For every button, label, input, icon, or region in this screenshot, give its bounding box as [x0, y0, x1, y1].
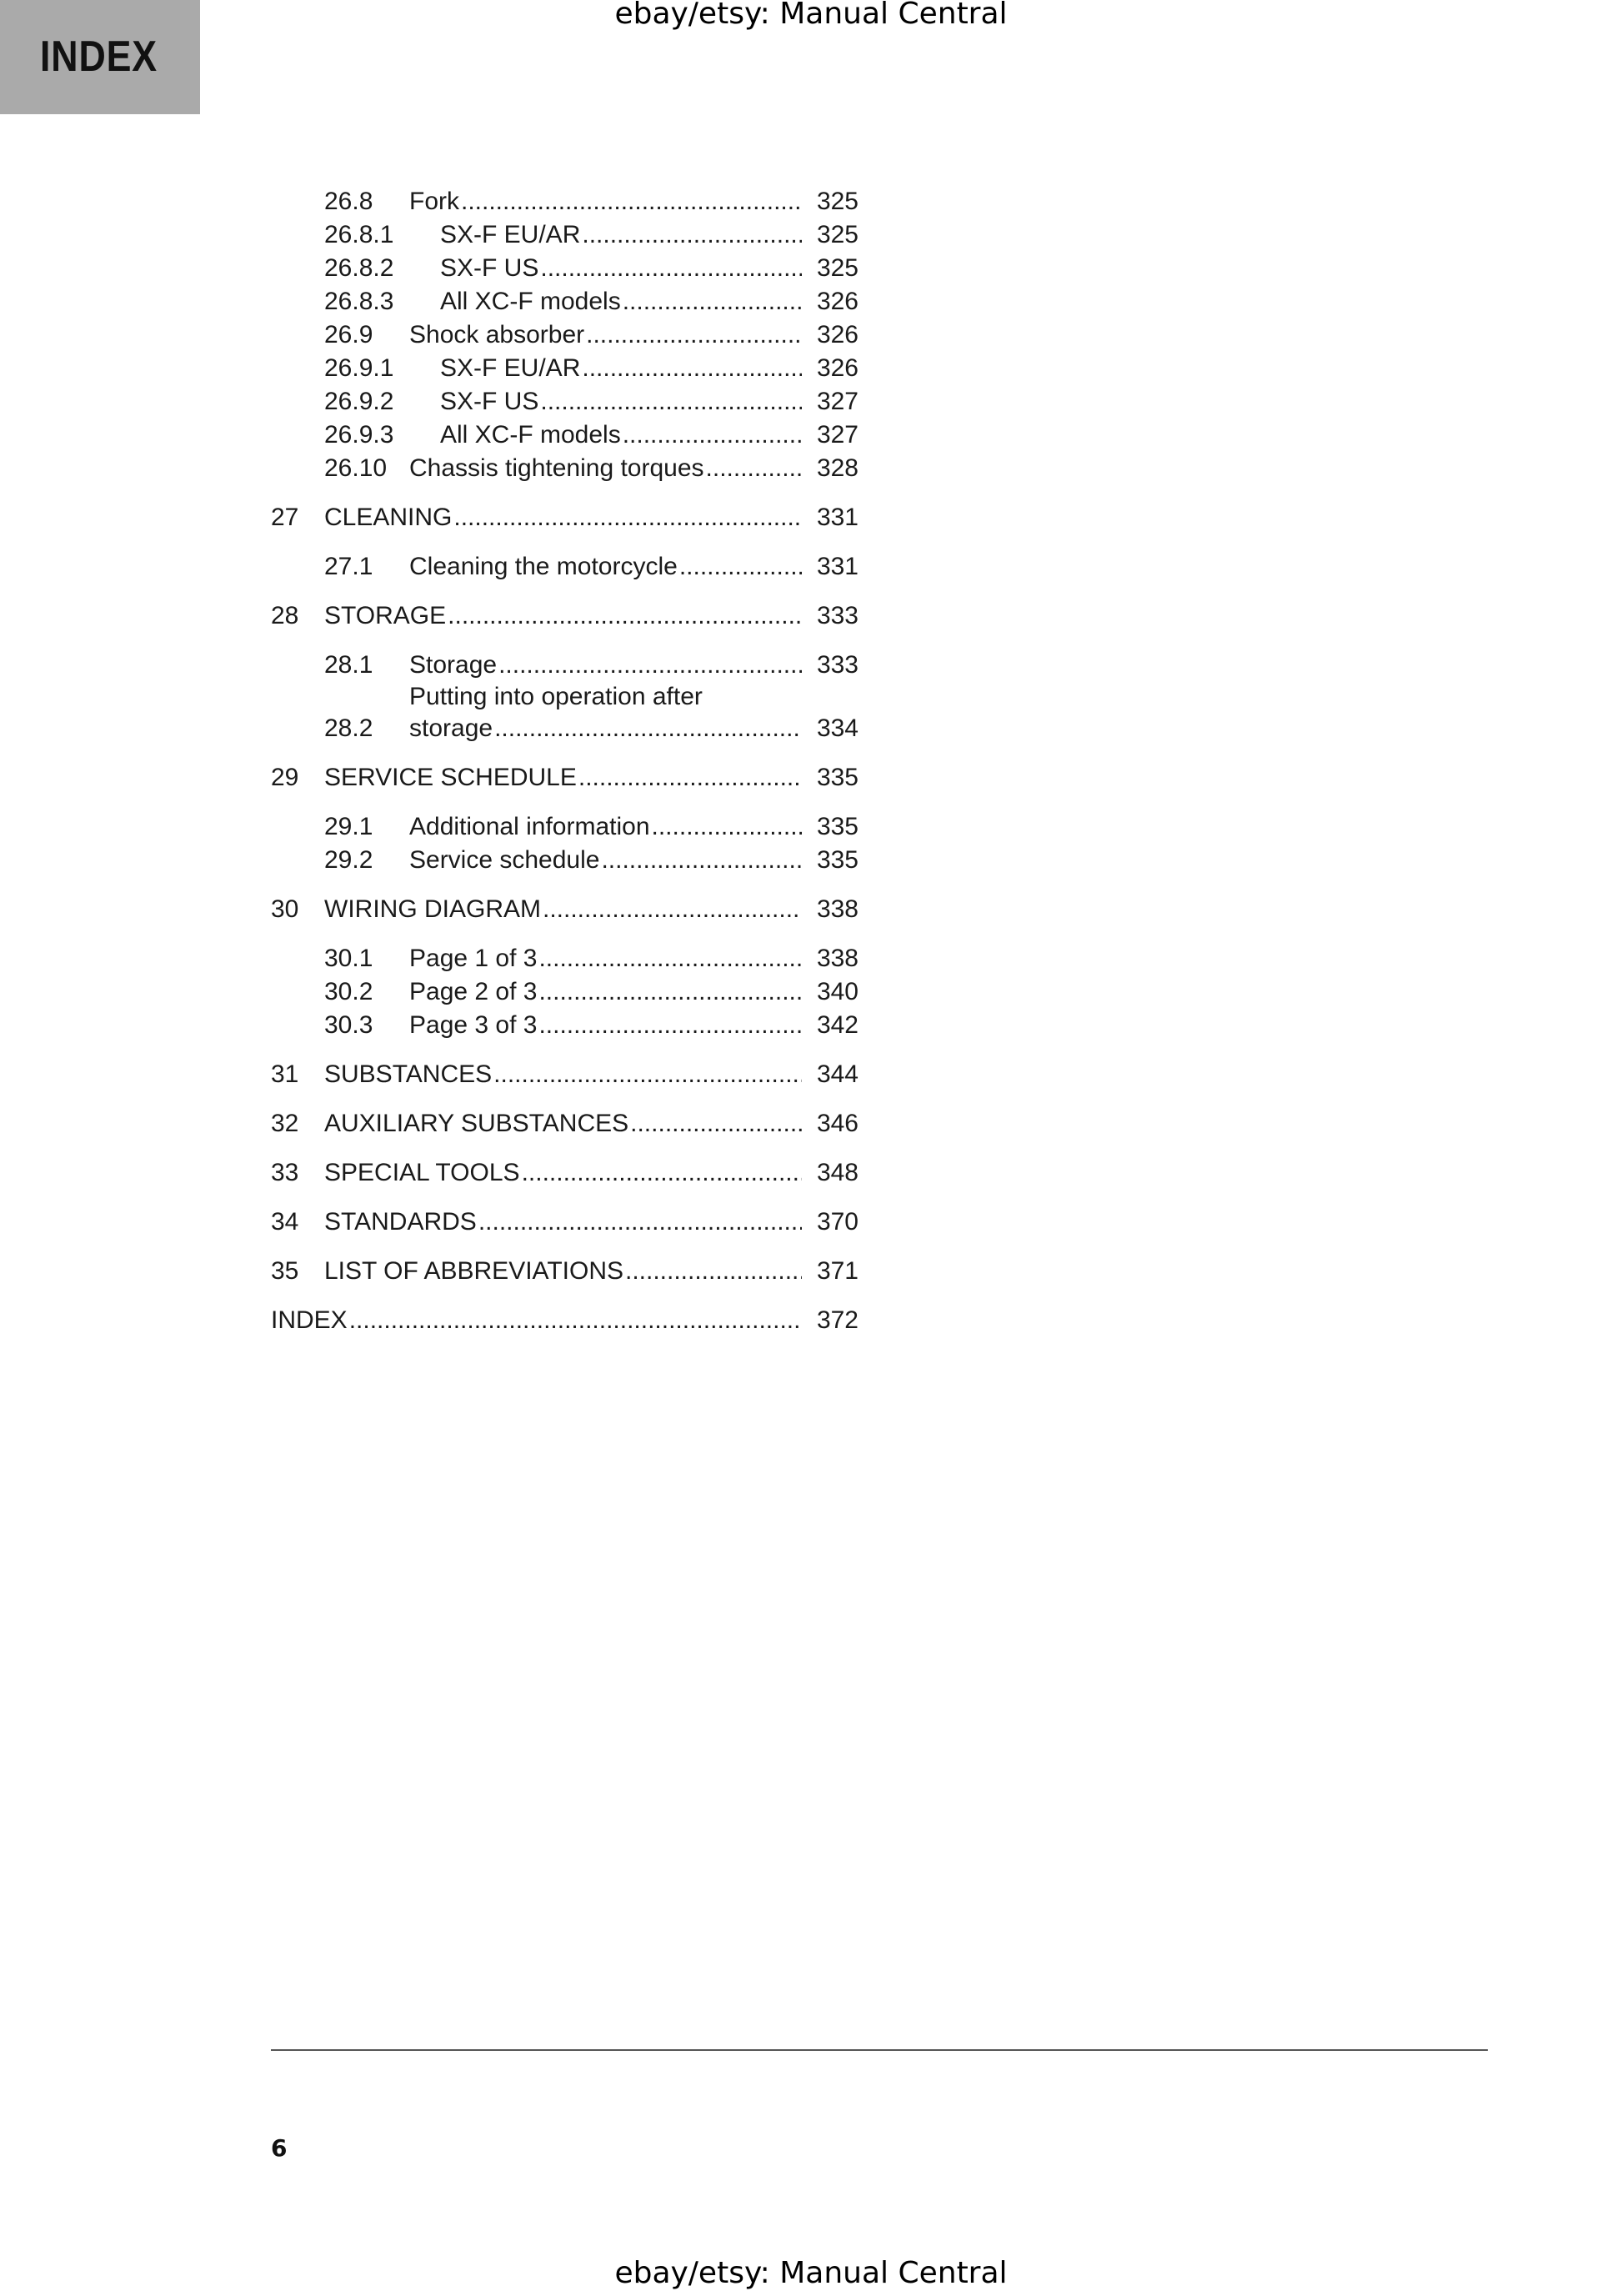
toc-entry-title: Page 1 of 3	[409, 945, 538, 972]
toc-entry-number: 26.10	[324, 454, 388, 482]
toc-entry-title: SX-F US	[440, 388, 539, 415]
toc-dot-leader	[706, 452, 802, 485]
watermark-top: ebay/etsy: Manual Central	[614, 0, 1008, 31]
toc-entry-title: Putting into operation after	[409, 683, 703, 710]
toc-dot-leader	[623, 285, 802, 318]
toc-entry[interactable]	[271, 318, 859, 352]
toc-entry-number: 28.2	[324, 714, 373, 742]
footer-rule	[271, 2049, 1488, 2051]
toc-entry-page: 325	[816, 221, 859, 248]
toc-entry-page: 371	[816, 1257, 859, 1285]
toc-entry-number: 33	[271, 1159, 299, 1186]
toc-dot-leader	[582, 352, 802, 385]
toc-entry-title: SX-F US	[440, 254, 539, 282]
toc-dot-leader	[498, 649, 802, 682]
toc-dot-leader	[586, 318, 802, 352]
toc-entry-page: 326	[816, 354, 859, 382]
toc-entry-title: Cleaning the motorcycle	[409, 553, 678, 580]
toc-dot-leader	[540, 385, 802, 419]
toc-entry-number: 28.1	[324, 651, 373, 679]
toc-entry-number: 26.8.1	[324, 221, 394, 248]
toc-dot-leader	[578, 761, 802, 795]
toc-dot-leader	[448, 599, 802, 633]
toc-entry[interactable]	[271, 285, 859, 318]
watermark-bottom: ebay/etsy: Manual Central	[614, 2256, 1008, 2290]
table-of-contents	[271, 185, 859, 1337]
toc-entry-page: 335	[816, 813, 859, 840]
toc-entry-title: Page 2 of 3	[409, 978, 538, 1005]
toc-entry-number: 26.9.2	[324, 388, 394, 415]
toc-entry-number: 30.3	[324, 1011, 373, 1039]
toc-entry[interactable]	[271, 1107, 859, 1140]
toc-entry[interactable]	[271, 501, 859, 534]
toc-entry-title: Fork	[409, 188, 459, 215]
toc-dot-leader	[494, 712, 802, 745]
toc-entry-number: 26.8	[324, 188, 373, 215]
toc-entry-page: 335	[816, 846, 859, 874]
toc-entry-number: 31	[271, 1060, 299, 1088]
toc-entry-number: 35	[271, 1257, 299, 1285]
toc-entry[interactable]	[271, 682, 859, 745]
toc-entry-title: Additional information	[409, 813, 650, 840]
toc-dot-leader	[623, 419, 802, 452]
toc-entry-number: 34	[271, 1208, 299, 1236]
toc-entry-title: Storage	[409, 651, 498, 679]
toc-dot-leader	[453, 501, 802, 534]
toc-entry[interactable]	[271, 252, 859, 285]
toc-dot-leader	[601, 844, 802, 877]
toc-entry-page: 333	[816, 651, 859, 679]
toc-entry[interactable]	[271, 218, 859, 252]
toc-dot-leader	[538, 1009, 802, 1042]
toc-entry-page: 334	[816, 714, 859, 742]
toc-entry-page: 342	[816, 1011, 859, 1039]
toc-entry[interactable]	[271, 452, 859, 485]
toc-entry-title: SUBSTANCES	[324, 1060, 493, 1088]
toc-dot-leader	[679, 550, 802, 584]
toc-entry-number: 26.9.3	[324, 421, 394, 449]
toc-entry-page: 325	[816, 188, 859, 215]
toc-entry[interactable]	[271, 844, 859, 877]
toc-entry-title: AUXILIARY SUBSTANCES	[324, 1110, 629, 1137]
toc-entry-page: 326	[816, 288, 859, 315]
toc-entry-page: 348	[816, 1159, 859, 1186]
toc-entry-title: All XC-F models	[440, 288, 621, 315]
toc-entry-number: 27.1	[324, 553, 373, 580]
toc-entry-number: 30.2	[324, 978, 373, 1005]
toc-entry-number: 26.9	[324, 321, 373, 348]
toc-entry-page: 338	[816, 945, 859, 972]
toc-dot-leader	[349, 1304, 802, 1337]
toc-dot-leader	[630, 1107, 802, 1140]
toc-entry-page: 331	[816, 553, 859, 580]
toc-entry-title: WIRING DIAGRAM	[324, 895, 541, 923]
toc-entry-page: 333	[816, 602, 859, 629]
toc-entry[interactable]	[271, 419, 859, 452]
toc-entry-page: 338	[816, 895, 859, 923]
toc-dot-leader	[652, 810, 802, 844]
toc-entry-page: 335	[816, 764, 859, 791]
toc-entry[interactable]	[271, 1206, 859, 1239]
toc-entry-title: STORAGE	[324, 602, 447, 629]
toc-dot-leader	[493, 1058, 802, 1091]
toc-entry-page: 328	[816, 454, 859, 482]
toc-dot-leader	[538, 942, 802, 975]
toc-entry-title: Shock absorber	[409, 321, 585, 348]
toc-entry-title: SX-F EU/AR	[440, 221, 581, 248]
toc-dot-leader	[461, 185, 802, 218]
toc-entry-title: SX-F EU/AR	[440, 354, 581, 382]
toc-entry-number: 29.2	[324, 846, 373, 874]
page-number: 6	[271, 2134, 288, 2162]
toc-entry-title: Chassis tightening torques	[409, 454, 704, 482]
toc-entry-page: 346	[816, 1110, 859, 1137]
toc-entry[interactable]	[271, 1009, 859, 1042]
toc-entry-title: CLEANING	[324, 504, 453, 531]
toc-entry-number: 30.1	[324, 945, 373, 972]
toc-entry[interactable]	[271, 810, 859, 844]
toc-entry[interactable]	[271, 975, 859, 1009]
toc-entry-title-continued: storage	[409, 714, 493, 742]
toc-entry-title: All XC-F models	[440, 421, 621, 449]
toc-dot-leader	[582, 218, 802, 252]
toc-entry[interactable]	[271, 1304, 859, 1337]
toc-entry-page: 372	[816, 1306, 859, 1334]
toc-entry[interactable]	[271, 550, 859, 584]
toc-entry[interactable]	[271, 649, 859, 682]
toc-entry-title: INDEX	[271, 1306, 348, 1334]
toc-entry-page: 327	[816, 421, 859, 449]
section-tab-label: INDEX	[40, 33, 158, 81]
toc-entry-number: 30	[271, 895, 299, 923]
toc-entry[interactable]	[271, 893, 859, 926]
toc-entry-number: 32	[271, 1110, 299, 1137]
toc-entry-number: 28	[271, 602, 299, 629]
toc-entry[interactable]	[271, 185, 859, 218]
toc-entry-page: 326	[816, 321, 859, 348]
toc-entry[interactable]	[271, 761, 859, 795]
toc-entry-title: LIST OF ABBREVIATIONS	[324, 1257, 623, 1285]
toc-entry-title: STANDARDS	[324, 1208, 477, 1236]
toc-entry[interactable]	[271, 942, 859, 975]
toc-dot-leader	[478, 1206, 802, 1239]
toc-entry[interactable]	[271, 1255, 859, 1288]
toc-entry-number: 29	[271, 764, 299, 791]
toc-entry-title: Service schedule	[409, 846, 600, 874]
toc-dot-leader	[540, 252, 802, 285]
toc-entry[interactable]	[271, 352, 859, 385]
toc-entry-number: 27	[271, 504, 299, 531]
toc-entry[interactable]	[271, 599, 859, 633]
toc-entry-title: SERVICE SCHEDULE	[324, 764, 577, 791]
toc-dot-leader	[625, 1255, 802, 1288]
toc-dot-leader	[522, 1156, 802, 1190]
toc-entry-number: 26.8.2	[324, 254, 394, 282]
toc-entry-number: 29.1	[324, 813, 373, 840]
toc-entry[interactable]	[271, 385, 859, 419]
toc-entry-page: 344	[816, 1060, 859, 1088]
toc-entry-page: 331	[816, 504, 859, 531]
toc-entry-title: SPECIAL TOOLS	[324, 1159, 520, 1186]
toc-entry[interactable]	[271, 1156, 859, 1190]
toc-entry-page: 370	[816, 1208, 859, 1236]
toc-entry-page: 340	[816, 978, 859, 1005]
toc-dot-leader	[543, 893, 802, 926]
toc-entry-page: 327	[816, 388, 859, 415]
toc-dot-leader	[538, 975, 802, 1009]
toc-entry-number: 26.9.1	[324, 354, 394, 382]
toc-entry[interactable]	[271, 1058, 859, 1091]
toc-entry-title: Page 3 of 3	[409, 1011, 538, 1039]
toc-entry-number: 26.8.3	[324, 288, 394, 315]
toc-entry-page: 325	[816, 254, 859, 282]
